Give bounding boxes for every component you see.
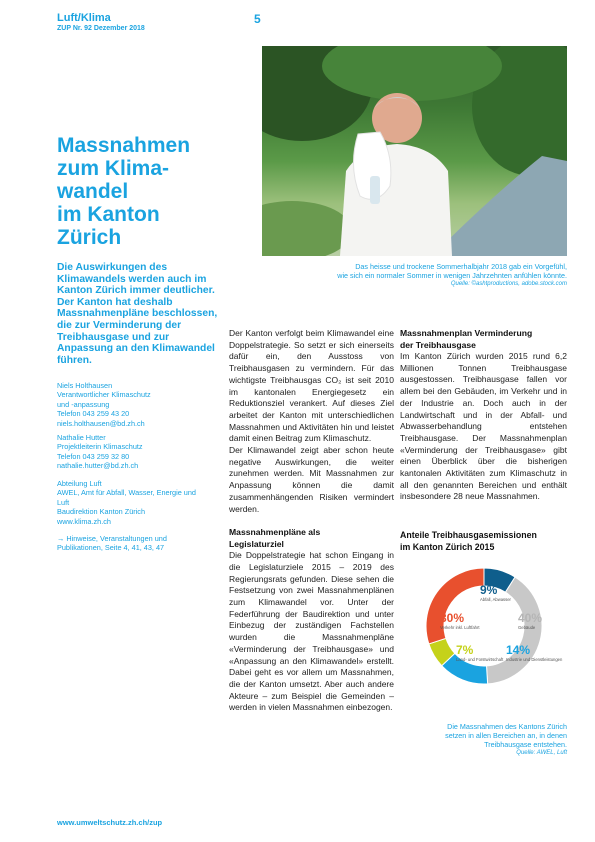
hero-photo [262,46,567,256]
photo-illustration [262,46,567,256]
contact-name: Nathalie Hutter [57,433,106,442]
slice-percent-label: 30% [440,611,465,625]
contact-hutter [57,433,227,471]
body-paragraph: Im Kanton Zürich wurden 2015 rund 6,2 Millionen Tonnen Treibhausgase ausgestossen. Treibhausgase fallen vor allem bei den Gebäuden, im Verkehr und in der Industrie an. Doch auch in der Landwirtschaft und in der Abfall- und Abwasserbehandlung entstehen Treibhausgase. Der Massnahmenplan «Verminderung der Treibhausgase» gibt einen Überblick über die bisherigen kantonalen Aktivitäten zum Klimaschutz in all den genannten Bereichen und enthält insbesondere 28 neue Massnahmen. [400,351,567,502]
title-line: Zürich [57,226,122,249]
caption-line: wie sich ein normaler Sommer in wenigen Jahrzehnten anfühlen könnte. [337,271,567,280]
department-line: Luft [57,497,70,507]
subheading-line: Legislaturziel [229,538,284,549]
contact-phone: Telefon 043 259 32 80 [57,451,130,461]
slice-category-label: Land- und Forstwirtschaft [456,657,504,662]
title-line: zum Klima- [57,157,170,180]
body-column-2 [400,328,567,503]
related-links[interactable] [57,534,227,553]
issue-label: ZUP Nr. 92 Dezember 2018 [57,25,145,32]
body-column-1 [229,328,394,714]
contact-role: und -anpassung [57,399,110,409]
subheading-line: Massnahmenpläne als [229,527,321,538]
subheading-verminderung [400,328,567,351]
section-title: Luft/Klima [57,12,111,24]
department-website[interactable]: www.klima.zh.ch [57,516,111,526]
subheading-line: der Treibhausgase [400,339,476,350]
slice-category-label: Gebäude [518,625,536,630]
chart-caption-line: Treibhausgase entstehen. [484,740,567,749]
chart-caption [400,722,567,758]
footer-url[interactable]: www.umweltschutz.zh.ch/zup [57,818,163,827]
chart-caption-line: setzen in allen Bereichen an, in denen [445,731,567,740]
body-paragraph: Der Kanton verfolgt beim Klimawandel eine Doppelstrategie. So setzt er sich einerseits dafür ein, den Ausstoss von Treibhausgasen zu vermindern. Für das wichtigste Treibhausgas CO₂ ist seit 2010 im kantonalen Energiegesetz ein Reduktionsziel verankert. Auf dieses Ziel arbeitet der Kanton mit unterschiedlichen Massnahmen und Aktivitäten hin und leistet damit einen Beitrag zum Klimaschutz. [229,328,394,444]
contact-role: Projektleiterin Klimaschutz [57,442,143,452]
donut-slice [426,568,484,644]
contact-name: Niels Holthausen [57,381,113,390]
chart-title-line: Anteile Treibhausgasemissionen [400,530,537,540]
slice-category-label: Abfall, Abwasser [480,597,511,602]
title-line: Massnahmen [57,134,191,157]
body-paragraph: Der Klimawandel zeigt aber schon heute negative Auswirkungen, die weiter zunehmen werden. Mit Massnahmen zur Anpassung können die damit zusammenhängenden Risiken vermindert werden. [229,445,394,514]
chart-title [400,530,570,553]
subheading-line: Massnahmenplan Verminderung [400,328,533,338]
donut-chart-svg [398,560,573,688]
photo-caption [262,262,567,289]
department-line: Abteilung Luft [57,479,102,488]
contact-email[interactable]: nathalie.hutter@bd.zh.ch [57,461,139,471]
related-links-line: → Hinweise, Veranstaltungen und [57,534,167,543]
chart-title-line: im Kanton Zürich 2015 [400,541,495,552]
title-line: wandel [57,180,129,203]
title-line: im Kanton [57,203,160,226]
slice-percent-label: 7% [456,643,474,657]
body-paragraph: Die Doppelstrategie hat schon Eingang in die Legislaturziele 2015 – 2019 des Regierungsrats gefunden. Diese sehen die Festsetzung von zwei Massnahmenplänen zum Klimawandel vor. Unter der Federführung der Baudirektion und unter Einbezug der zuständigen Fachstellen wurden die Massnahmenpläne «Verminderung der Treibhausgase» und «Anpassung an den Klimawandel» erstellt. Dabei geht es vor allem um Massnahmen, die der Kanton umsetzt. Aber auch andere Akteure – zum Beispiel die Gemeinden – werden in vielen Massnahmen einbezogen. [229,550,394,713]
caption-line: Das heisse und trockene Sommerhalbjahr 2018 gab ein Vorgefühl, [355,262,567,271]
slice-percent-label: 9% [480,583,498,597]
contact-department [57,479,227,526]
department-line: Baudirektion Kanton Zürich [57,507,146,517]
chart-source: Quelle: AWEL, Luft [516,750,567,756]
photo-source: Quelle: ©ashtproductions, adobe.stock.com [450,281,567,287]
slice-percent-label: 14% [506,643,531,657]
emissions-donut-chart [398,560,573,688]
contact-holthausen [57,381,227,428]
slice-category-label: Verkehr inkl. Luftfahrt [440,625,480,630]
slice-percent-label: 40% [518,611,543,625]
contact-role: Verantwortlicher Klimaschutz [57,390,151,400]
subheading-legislaturziel [229,527,394,550]
related-links-line: Publikationen, Seite 4, 41, 43, 47 [57,543,165,553]
page-number: 5 [254,12,261,26]
article-title [57,134,237,249]
chart-caption-line: Die Massnahmen des Kantons Zürich [447,722,567,731]
lead-paragraph: Die Auswirkungen des Klimawandels werden auch im Kanton Zürich immer deutlicher. Der Kanton hat deshalb Massnahmenpläne beschlossen, die zur Verminderung der Treibhausgase und zur Anpassung an den Klimawandel führen. [57,262,218,366]
slice-category-label: Industrie und Dienstleistungen [506,657,563,662]
department-line: AWEL, Amt für Abfall, Wasser, Energie und [57,488,196,498]
contact-phone: Telefon 043 259 43 20 [57,409,130,419]
contact-email[interactable]: niels.holthausen@bd.zh.ch [57,418,145,428]
